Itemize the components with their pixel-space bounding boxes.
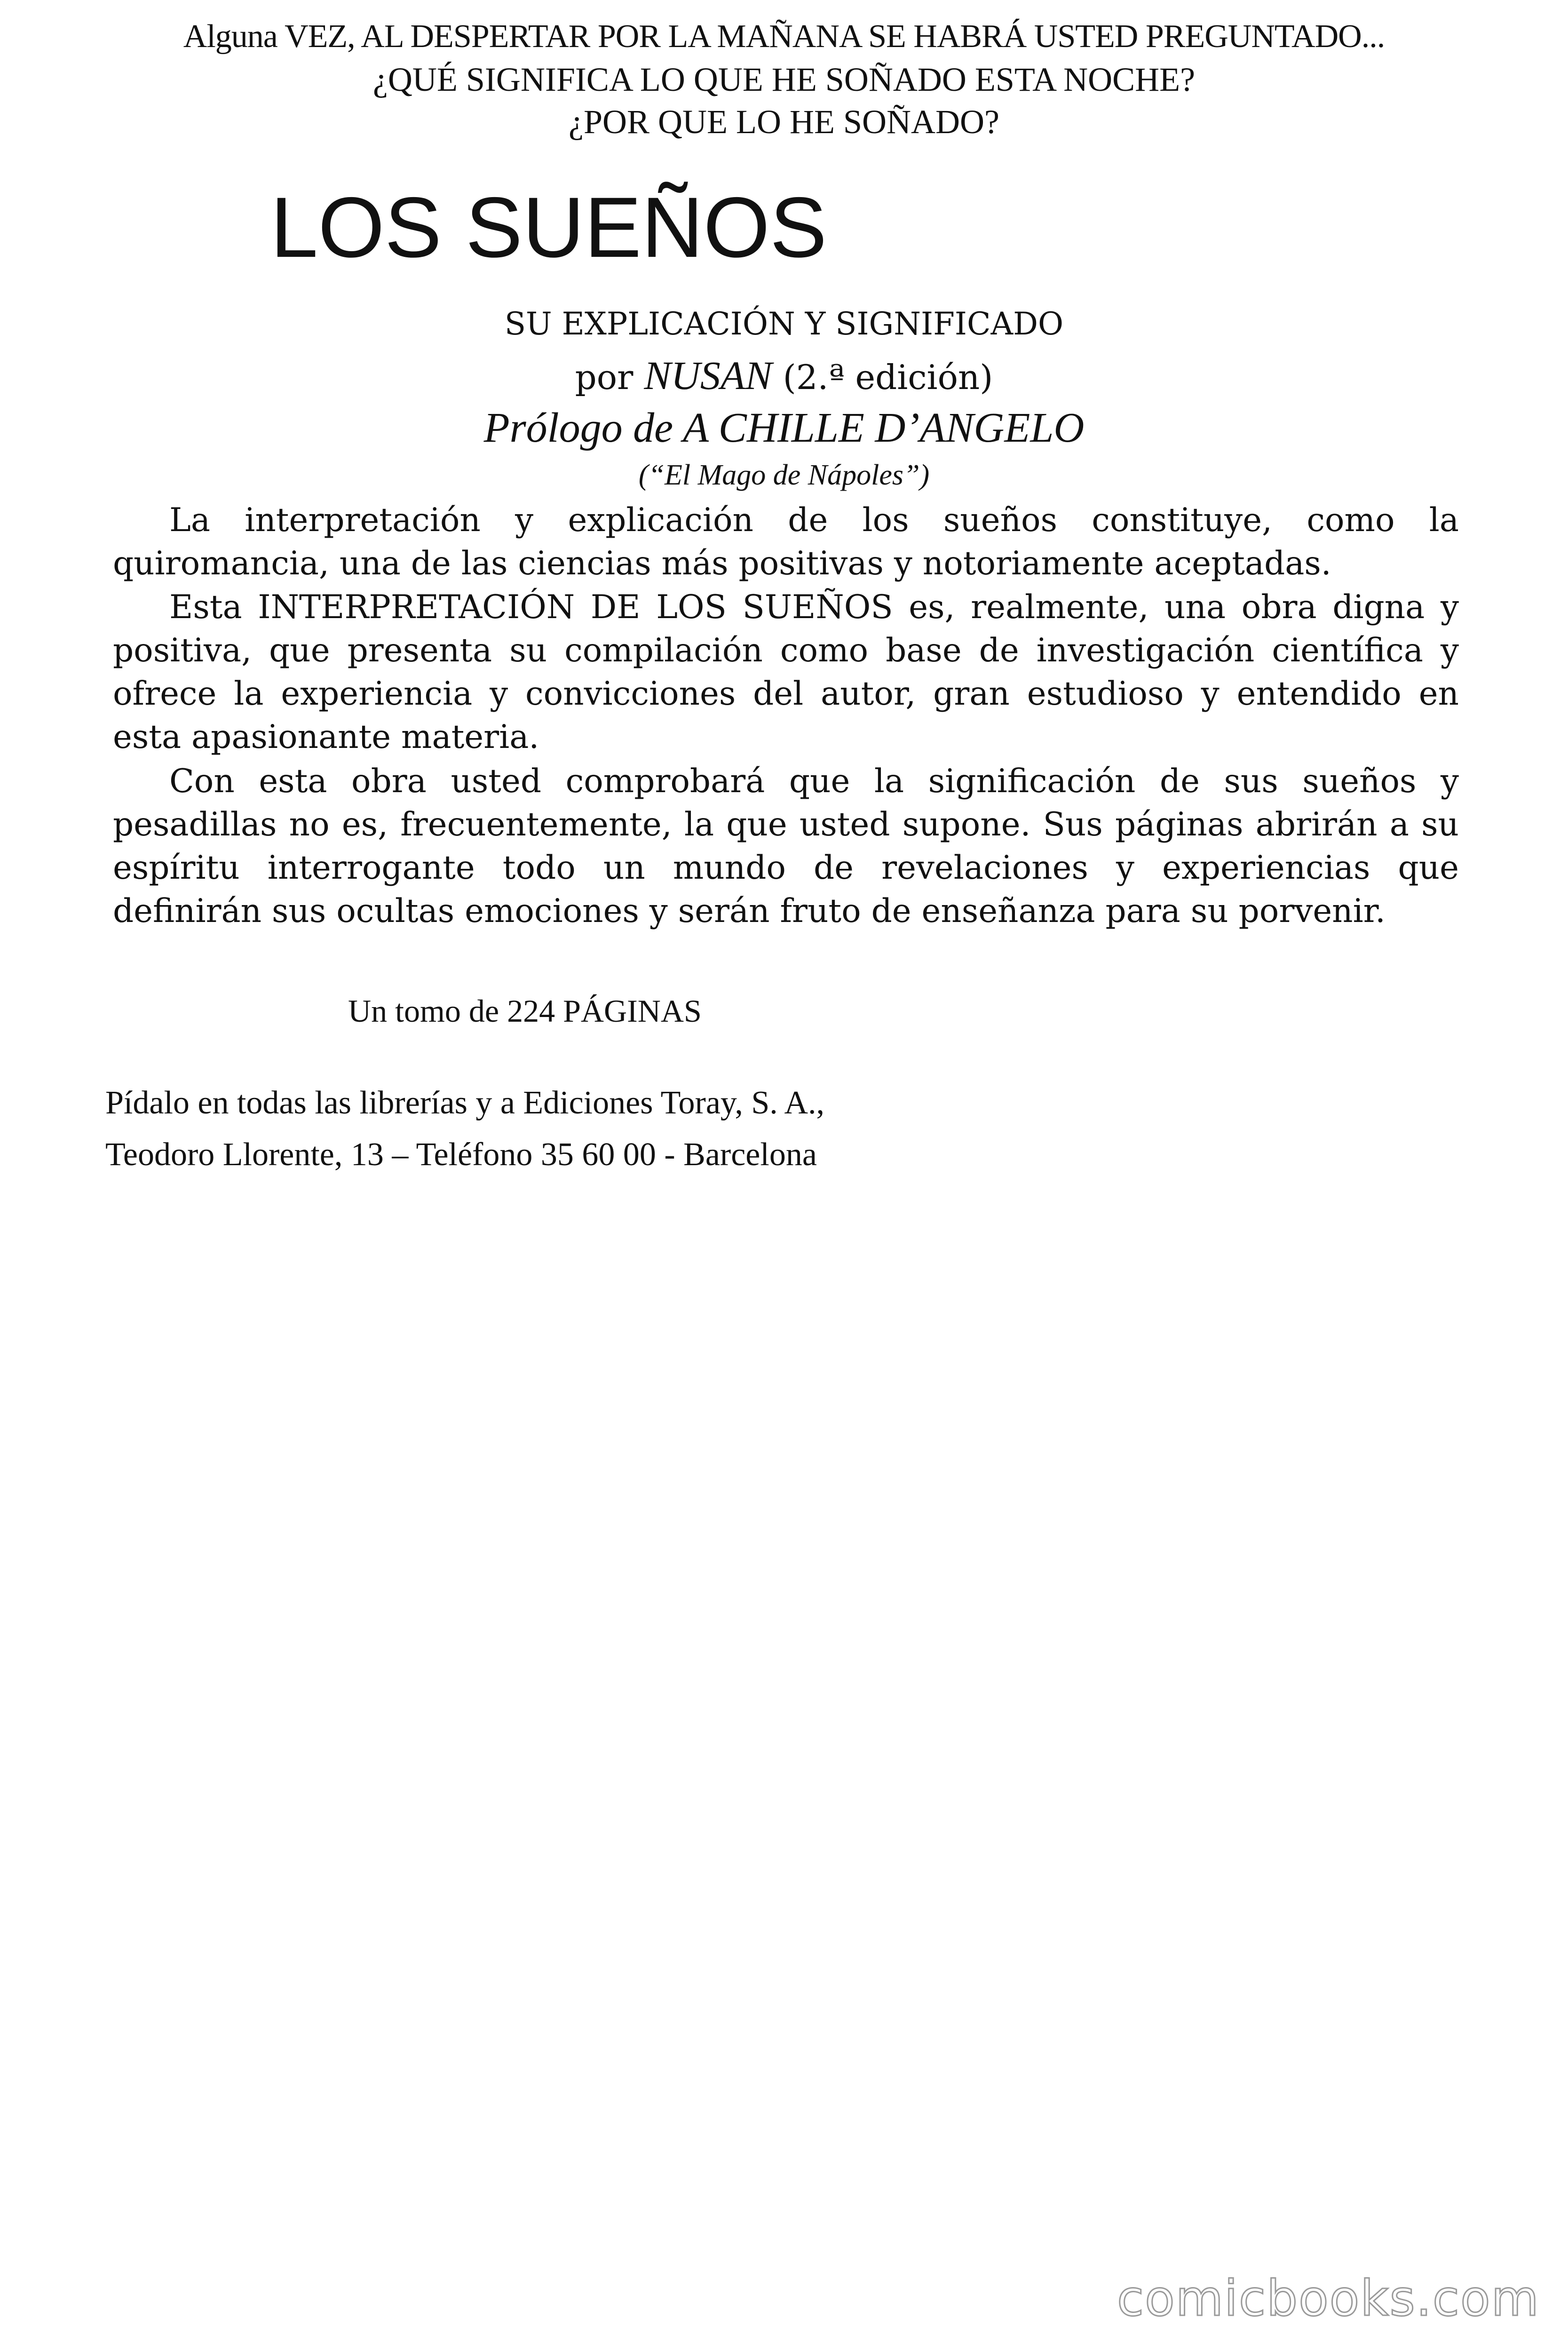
edition-label: (2.ª edición) (783, 358, 993, 397)
intro-line-1: Alguna VEZ, AL DESPERTAR POR LA MAÑANA SE HABRÁ USTED PREGUNTADO... (183, 18, 1385, 55)
order-info-line-1: Pídalo en todas las librerías y a Ediciones Toray, S. A., (105, 1085, 824, 1121)
description-paragraph-3: Con esta obra usted comprobará que la significación de sus sueños y pesadillas no es, frecuentemente, la que usted supone. Sus páginas abrirán a su espíritu interrogante todo un mundo de revelaciones y experiencias que definirán sus ocultas emociones y serán fruto de enseñanza para su porvenir. (113, 763, 1459, 930)
description-paragraph-1: La interpretación y explicación de los sueños constituye, como la quiromancia, una de las ciencias más positivas y notoriamente aceptadas. (113, 501, 1459, 582)
description-paragraph-2: Esta INTERPRETACIÓN DE LOS SUEÑOS es, realmente, una obra digna y positiva, que presenta su compilación como base de investigación científica y ofrece la experiencia y convicciones del autor, gran estudioso y entendido en esta apasionante materia. (113, 588, 1459, 756)
book-subtitle: SU EXPLICACIÓN Y SIGNIFICADO (504, 306, 1064, 342)
byline (0, 352, 1568, 399)
order-info-line-2: Teodoro Llorente, 13 – Teléfono 35 60 00 - Barcelona (105, 1136, 817, 1173)
byline-prefix: por (575, 358, 634, 397)
prologue-credit: Prólogo de A CHILLE D’ANGELO (483, 405, 1085, 451)
intro-line-2: ¿QUÉ SIGNIFICA LO QUE HE SOÑADO ESTA NOCHE? (372, 61, 1196, 98)
volume-info: Un tomo de 224 PÁGINAS (348, 993, 702, 1029)
book-title: LOS SUEÑOS (270, 179, 827, 275)
intro-line-3: ¿POR QUE LO HE SOÑADO? (569, 103, 999, 141)
author-name: NUSAN (644, 353, 772, 398)
prologue-nickname: (“El Mago de Nápoles”) (638, 459, 930, 491)
site-watermark: comicbooks.com (1117, 2270, 1540, 2327)
